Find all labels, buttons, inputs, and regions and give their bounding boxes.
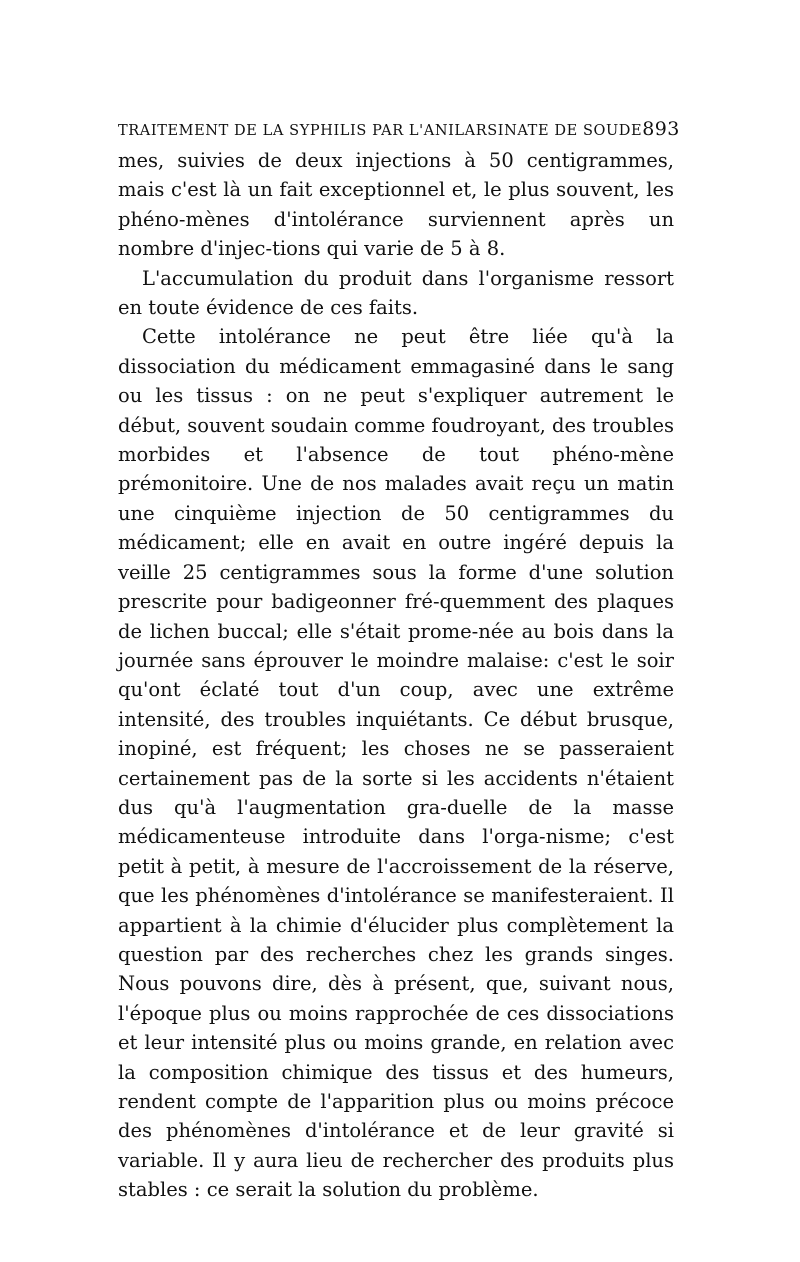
paragraph: L'accumulation du produit dans l'organisme ressort en toute évidence de ces faits. xyxy=(118,266,674,320)
paragraph: Cette intolérance ne peut être liée qu'à la dissociation du médicament emmagasiné dans le sang ou les tissus : on ne peut s'expliquer autrement le début, souvent soudain comme foudroyant, des troubles morbides et l'absence de tout phéno-mène prémonitoire. Une de nos malades avait reçu un matin une cinquième injection de 50 centigrammes du médicament; elle en avait en outre ingéré depuis la veille 25 centigrammes sous la forme d'une solution prescrite pour badigeonner fré-quemment des plaques de lichen buccal; elle s'était prome-née au bois dans la journée sans éprouver le moindre malaise: c'est le soir qu'ont éclaté tout d'un coup, avec une extrême intensité, des troubles inquiétants. Ce début brusque, inopiné, est fréquent; les choses ne se passeraient certainement pas de la sorte si les accidents n'étaient dus qu'à l'augmentation gra-duelle de la masse médicamenteuse introduite dans l'orga-nisme; c'est petit à petit, à mesure de l'accroissement de la réserve, que les phénomènes d'intolérance se manifesteraient. Il appartient à la chimie d'élucider plus complètement la question par des recherches chez les grands singes. Nous pouvons dire, dès à présent, que, suivant nous, l'époque plus ou moins rapprochée de ces dissociations et leur intensité plus ou moins grande, en relation avec la composition chimique des tissus et des humeurs, rendent compte de l'apparition plus ou moins précoce des phénomènes d'intolérance et de leur gravité si variable. Il y aura lieu de rechercher des produits plus stables : ce serait la solution du problème. xyxy=(118,325,674,1202)
body-text xyxy=(118,146,674,1205)
page-number: 893 xyxy=(642,118,680,140)
running-head xyxy=(118,118,680,140)
running-title: TRAITEMENT DE LA SYPHILIS PAR L'ANILARSINATE DE SOUDE xyxy=(118,123,643,139)
book-page xyxy=(118,118,680,1205)
paragraph-continued: mes, suivies de deux injections à 50 centigrammes, mais c'est là un fait exceptionnel et, le plus souvent, les phéno-mènes d'intolérance surviennent après un nombre d'injec-tions qui varie de 5 à 8. xyxy=(118,149,674,261)
